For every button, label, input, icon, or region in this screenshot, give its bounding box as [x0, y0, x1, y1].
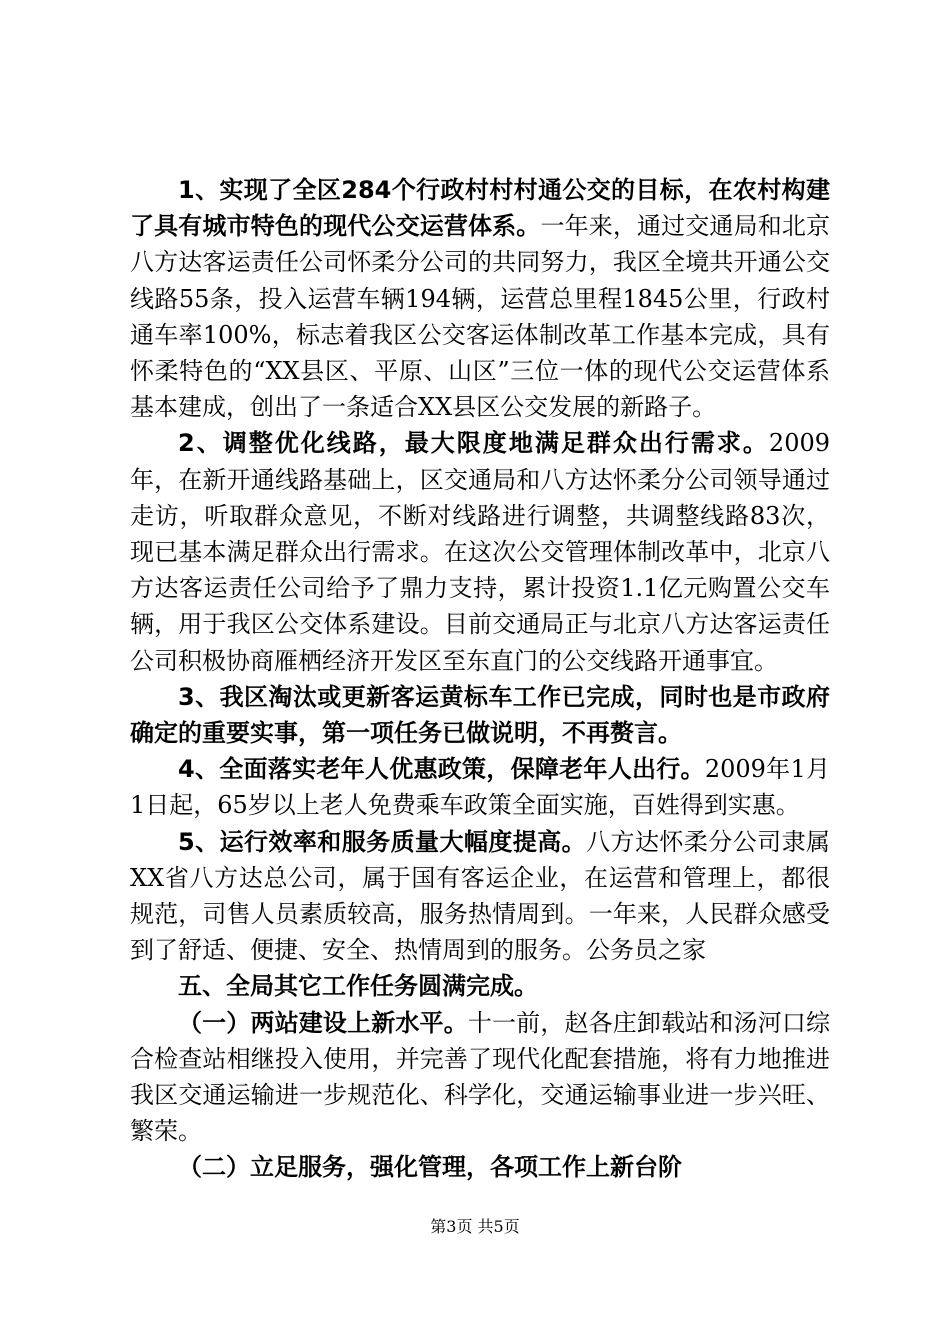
paragraph-2-body: 2009年，在新开通线路基础上，区交通局和八方达怀柔分公司领导通过走访，听取群众意见，不断对线路进行调整，共调整线路83次，现已基本满足群众出行需求。在这次公交管理体制改革中，北京八方达客运责任公司给予了鼎力支持，累计投资1.1亿元购置公交车辆，用于我区公交体系建设。目前交通局正与北京八方达客运责任公司积极协商雁栖经济开发区至东直门的公交线路开通事宜。: [130, 429, 830, 675]
paragraph-4-lead: 4、全面落实老年人优惠政策，保障老年人出行。: [178, 755, 705, 784]
paragraph-5-body: 八方达怀柔分公司隶属XX省八方达总公司，属于国有客运企业，在运营和管理上，都很规范，司售人员素质较高，服务热情周到。一年来，人民群众感受到了舒适、便捷、安全、热情周到的服务。公务员之家: [130, 827, 831, 965]
paragraph-3: [130, 679, 830, 751]
paragraph-4: [130, 751, 830, 823]
subsection-2: [130, 1149, 830, 1185]
section-heading: 五、全局其它工作任务圆满完成。: [178, 972, 538, 1001]
document-body: [130, 172, 830, 1186]
paragraph-1-lead: 1、实现了全区284个行政村村村通公交的目标，在农村构建了具有城市特色的现代公交运营体系。: [130, 176, 830, 241]
paragraph-3-lead: 3、我区淘汰或更新客运黄标车工作已完成，同时也是市政府确定的重要实事，第一项任务已做说明，不再赘言。: [130, 682, 830, 748]
page-footer: [0, 1214, 950, 1237]
paragraph-2: [130, 425, 830, 678]
subsection-1: [130, 1005, 830, 1150]
subsection-1-body: 十一前，赵各庄卸载站和汤河口综合检查站相继投入使用，并完善了现代化配套措施，将有力地推进我区交通运输进一步规范化、科学化，交通运输事业进一步兴旺、繁荣。: [130, 1008, 831, 1146]
paragraph-1-body: 一年来，通过交通局和北京八方达客运责任公司怀柔分公司的共同努力，我区全境共开通公交线路55条，投入运营车辆194辆，运营总里程1845公里，行政村通车率100%，标志着我区公交客运体制改革工作基本完成，具有怀柔特色的“XX县区、平原、山区”三位一体的现代公交运营体系基本建成，创出了一条适合XX县区公交发展的新路子。: [130, 212, 831, 422]
paragraph-5: [130, 824, 830, 969]
paragraph-1: [130, 172, 830, 425]
page-number-label: 第3页 共5页: [430, 1217, 520, 1236]
paragraph-5-lead: 5、运行效率和服务质量大幅度提高。: [178, 827, 587, 856]
subsection-1-lead: （一）两站建设上新水平。: [178, 1008, 468, 1037]
subsection-2-lead: （二）立足服务，强化管理，各项工作上新台阶: [178, 1153, 682, 1182]
paragraph-2-lead: 2、调整优化线路，最大限度地满足群众出行需求。: [178, 429, 769, 458]
paragraph-4-body: 2009年1月1日起，65岁以上老人免费乘车政策全面实施，百姓得到实惠。: [130, 755, 830, 820]
